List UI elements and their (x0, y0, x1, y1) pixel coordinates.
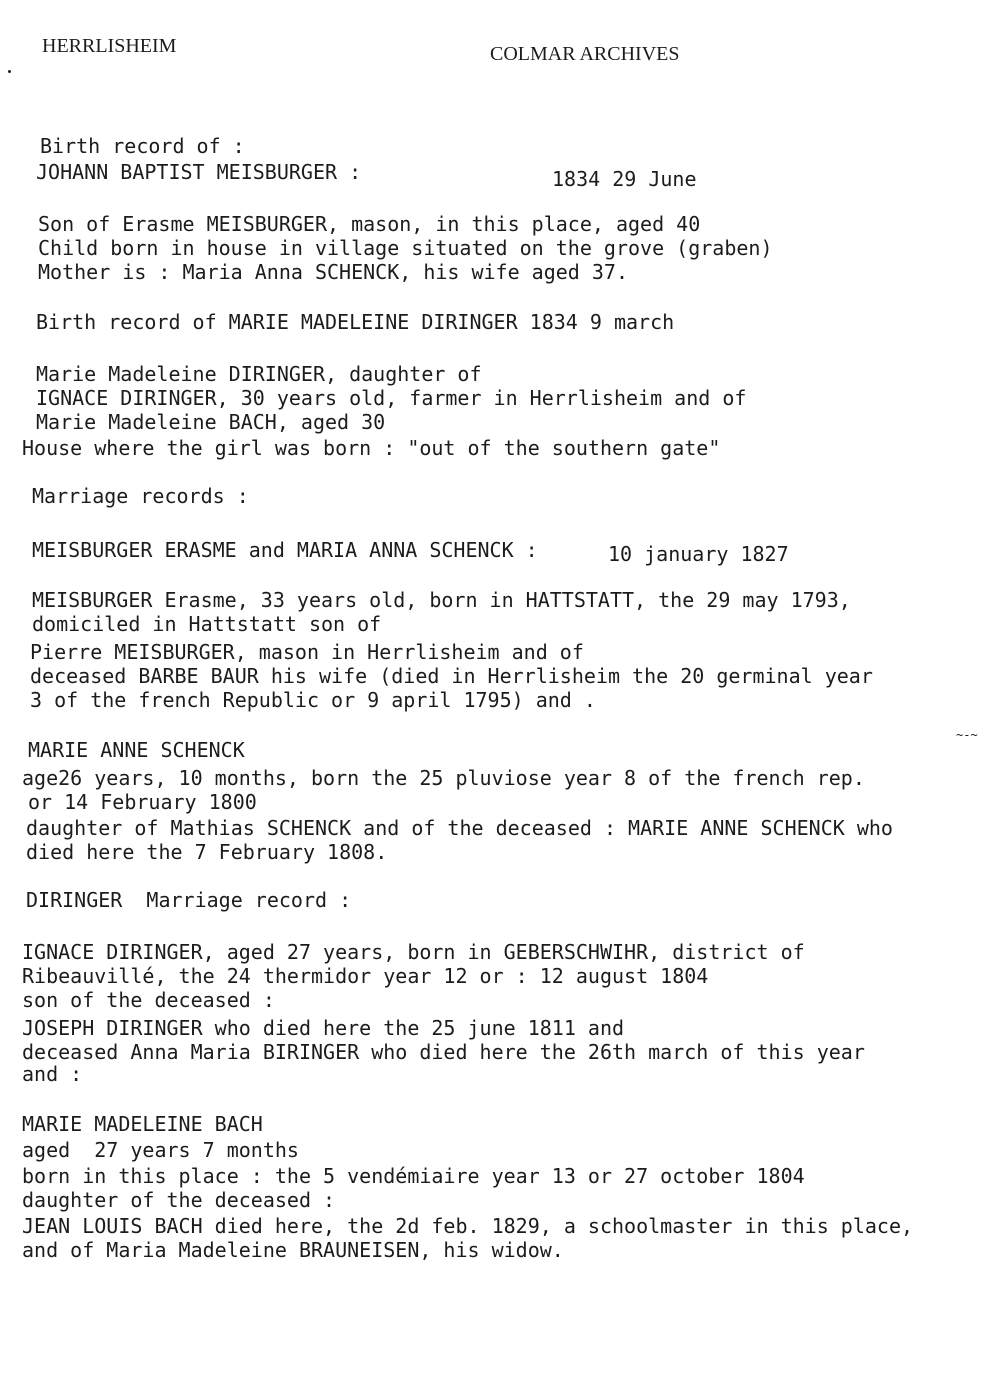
marriage-bride-line: daughter of Mathias SCHENCK and of the deceased : MARIE ANNE SCHENCK who (26, 816, 893, 840)
diringer-groom-line: JOSEPH DIRINGER who died here the 25 june 1811 and (22, 1016, 625, 1040)
marriage-bride-line: or 14 February 1800 (28, 790, 257, 814)
header-place: HERRLISHEIM (42, 35, 177, 57)
birth-meisburger-name: JOHANN BAPTIST MEISBURGER : (36, 160, 362, 184)
margin-mark: ~-~ (956, 728, 978, 742)
header-archive: COLMAR ARCHIVES (490, 43, 680, 65)
diringer-bride-line: daughter of the deceased : (22, 1188, 336, 1212)
birth-diringer-line4: Marie Madeleine BACH, aged 30 (36, 410, 386, 434)
birth-meisburger-date: 1834 29 June (552, 167, 697, 191)
birth-meisburger-line5: Mother is : Maria Anna SCHENCK, his wife aged 37. (38, 260, 629, 284)
diringer-groom-line: son of the deceased : (22, 988, 275, 1012)
diringer-bride-line: born in this place : the 5 vendémiaire year 13 or 27 october 1804 (22, 1164, 805, 1188)
birth-diringer-line1: Birth record of MARIE MADELEINE DIRINGER 1834 9 march (36, 310, 675, 334)
birth-meisburger-line3: Son of Erasme MEISBURGER, mason, in this place, aged 40 (38, 212, 701, 236)
marriage-groom-line: 3 of the french Republic or 9 april 1795) and . (30, 688, 596, 712)
birth-meisburger-line1: Birth record of : (40, 134, 245, 158)
marriage-bride-line: age26 years, 10 months, born the 25 pluviose year 8 of the french rep. (22, 766, 865, 790)
diringer-groom-line: deceased Anna Maria BIRINGER who died here the 26th march of this year (22, 1040, 865, 1064)
marriage-heading: Marriage records : (32, 484, 249, 508)
marriage-bride-name: MARIE ANNE SCHENCK (28, 738, 245, 762)
birth-diringer-line3: IGNACE DIRINGER, 30 years old, farmer in Herrlisheim and of (36, 386, 747, 410)
margin-dot (8, 70, 11, 73)
diringer-bride-line: JEAN LOUIS BACH died here, the 2d feb. 1829, a schoolmaster in this place, (22, 1214, 914, 1238)
diringer-groom-line: Ribeauvillé, the 24 thermidor year 12 or : 12 august 1804 (22, 964, 709, 988)
birth-diringer-line2: Marie Madeleine DIRINGER, daughter of (36, 362, 482, 386)
marriage-date: 10 january 1827 (608, 542, 789, 566)
diringer-bride-line: and of Maria Madeleine BRAUNEISEN, his widow. (22, 1238, 564, 1262)
diringer-marriage-heading: DIRINGER Marriage record : (26, 888, 352, 912)
diringer-groom-line: IGNACE DIRINGER, aged 27 years, born in GEBERSCHWIHR, district of (22, 940, 805, 964)
diringer-groom-line: and : (22, 1062, 83, 1086)
marriage-groom-line: MEISBURGER Erasme, 33 years old, born in HATTSTATT, the 29 may 1793, (32, 588, 851, 612)
birth-diringer-line5: House where the girl was born : "out of the southern gate" (22, 436, 721, 460)
marriage-title: MEISBURGER ERASME and MARIA ANNA SCHENCK : (32, 538, 538, 562)
diringer-bride-name: MARIE MADELEINE BACH (22, 1112, 263, 1136)
diringer-bride-line: aged 27 years 7 months (22, 1138, 299, 1162)
marriage-bride-line: died here the 7 February 1808. (26, 840, 388, 864)
marriage-groom-line: domiciled in Hattstatt son of (32, 612, 382, 636)
birth-meisburger-line4: Child born in house in village situated on the grove (graben) (38, 236, 773, 260)
marriage-groom-line: deceased BARBE BAUR his wife (died in Herrlisheim the 20 germinal year (30, 664, 873, 688)
marriage-groom-line: Pierre MEISBURGER, mason in Herrlisheim and of (30, 640, 584, 664)
